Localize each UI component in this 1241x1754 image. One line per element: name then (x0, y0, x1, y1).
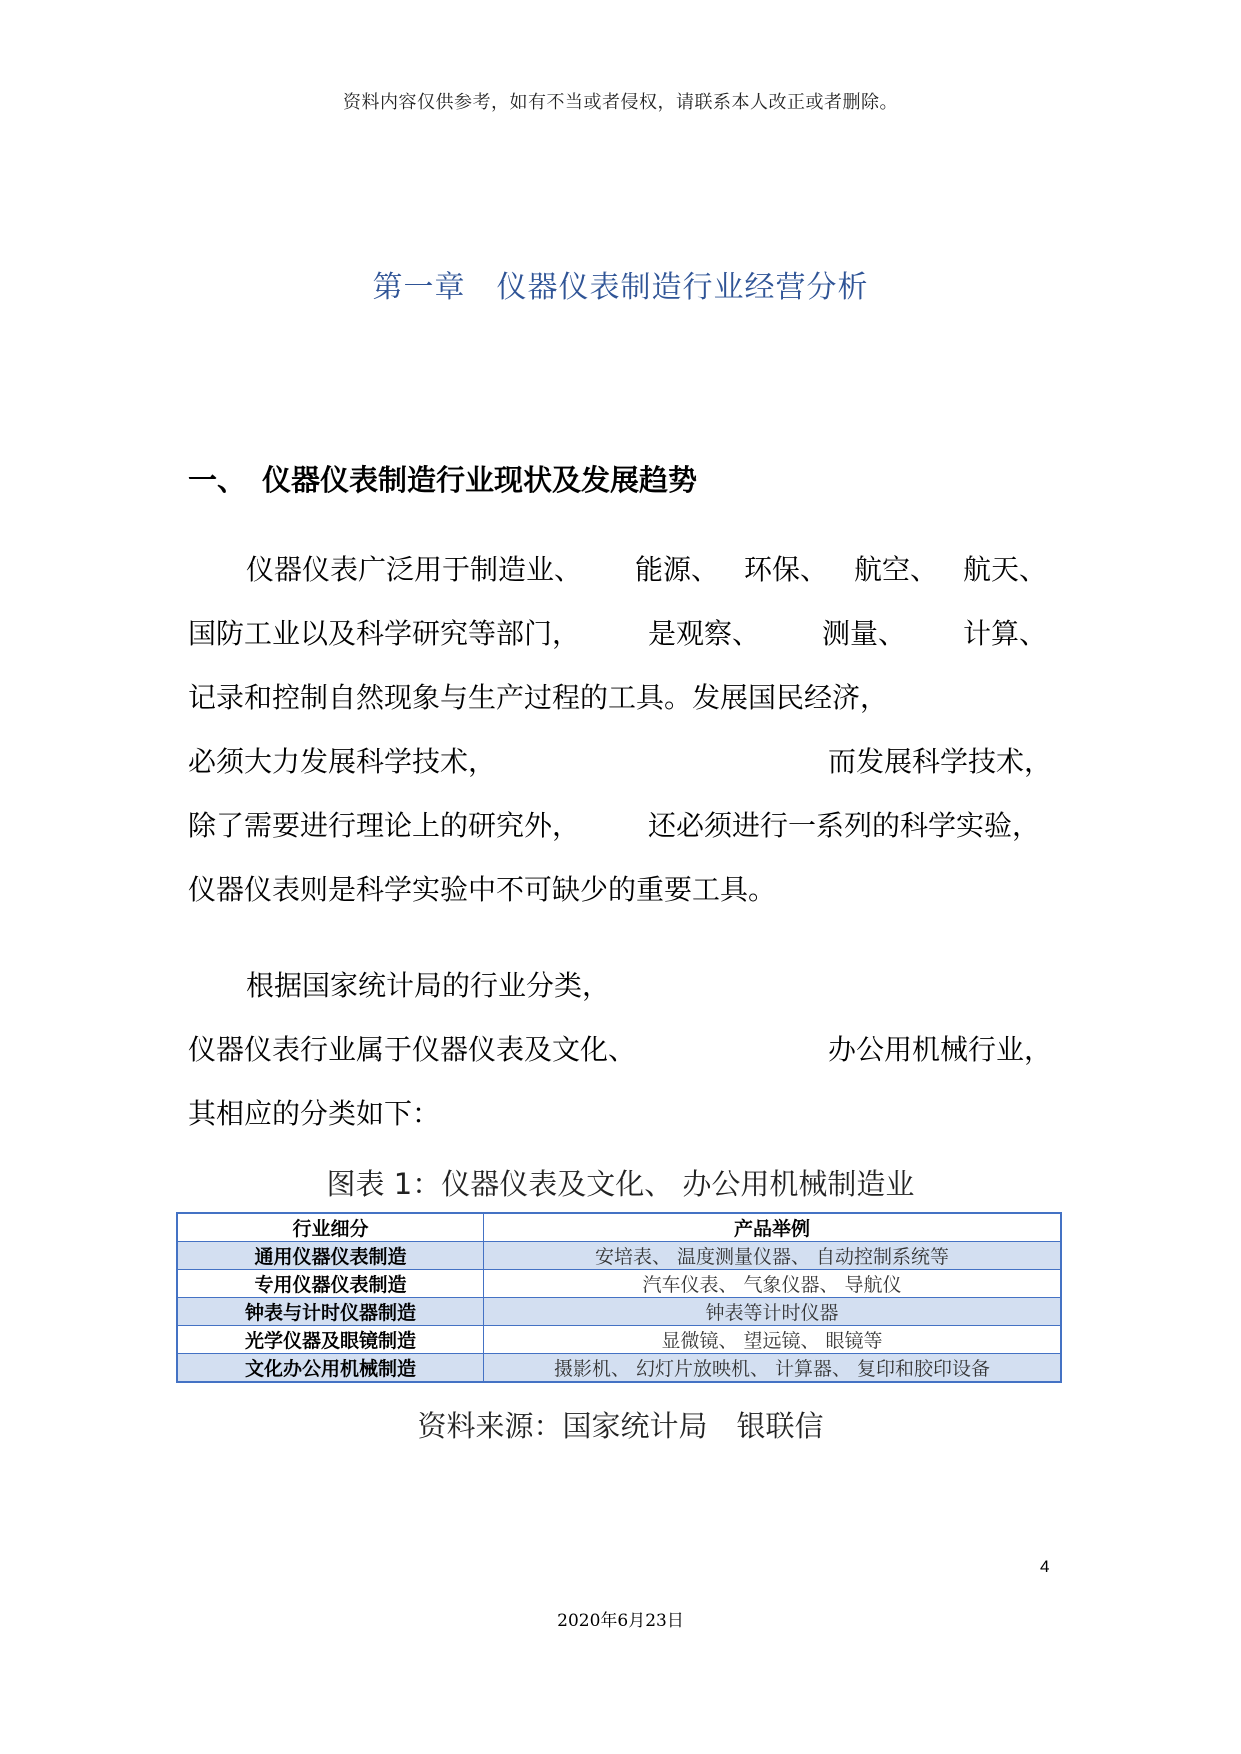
table-cell: 通用仪器仪表制造 (177, 1242, 484, 1270)
header-disclaimer: 资料内容仅供参考，如有不当或者侵权，请联系本人改正或者删除。 (343, 92, 898, 113)
text-fragment: 仪器仪表则是科学实验中不可缺少的重要工具。 (188, 873, 777, 906)
table-row (177, 1354, 1061, 1383)
footer-date: 2020年6月23日 (557, 1611, 684, 1631)
text-fragment: 国防工业以及科学研究等部门， (188, 617, 581, 650)
page-number: 4 (1040, 1557, 1050, 1576)
category-table (176, 1212, 1062, 1383)
chapter-title: 第一章 仪器仪表制造行业经营分析 (372, 270, 869, 305)
text-fragment: 记录和控制自然现象与生产过程的工具。发展国民经济， (188, 681, 889, 714)
table-cell: 钟表等计时仪器 (484, 1298, 1062, 1326)
source-note: 资料来源：国家统计局 银联信 (417, 1409, 824, 1443)
column-header: 产品举例 (484, 1213, 1062, 1242)
text-fragment: 还必须进行一系列的科学实验， (648, 809, 1041, 842)
text-fragment: 而发展科学技术， (828, 745, 1053, 778)
text-fragment: 航天、 (963, 553, 1048, 586)
text-fragment: 办公用机械行业， (828, 1033, 1053, 1066)
text-fragment: 必须大力发展科学技术， (188, 745, 497, 778)
table-cell: 钟表与计时仪器制造 (177, 1298, 484, 1326)
table-cell: 安培表、 温度测量仪器、 自动控制系统等 (484, 1242, 1062, 1270)
table-cell: 显微镜、 望远镜、 眼镜等 (484, 1326, 1062, 1354)
table-cell: 专用仪器仪表制造 (177, 1270, 484, 1298)
table-row (177, 1270, 1061, 1298)
table-cell: 光学仪器及眼镜制造 (177, 1326, 484, 1354)
section-title: 仪器仪表制造行业现状及发展趋势 (262, 463, 698, 497)
text-fragment: 环保、 (744, 553, 829, 586)
text-fragment: 仪器仪表广泛用于制造业、 (246, 553, 583, 586)
table-cell: 摄影机、 幻灯片放映机、 计算器、 复印和胶印设备 (484, 1354, 1062, 1383)
table-cell: 文化办公用机械制造 (177, 1354, 484, 1383)
column-header: 行业细分 (177, 1213, 484, 1242)
table-cell: 汽车仪表、 气象仪器、 导航仪 (484, 1270, 1062, 1298)
table-header-row (177, 1213, 1061, 1242)
table-row (177, 1242, 1061, 1270)
section-heading (188, 458, 697, 499)
text-fragment: 是观察、 (648, 617, 761, 650)
table-row (177, 1326, 1061, 1354)
text-fragment: 测量、 (822, 617, 907, 650)
text-fragment: 仪器仪表行业属于仪器仪表及文化、 (188, 1033, 637, 1066)
text-fragment: 计算、 (963, 617, 1048, 650)
text-fragment: 除了需要进行理论上的研究外， (188, 809, 581, 842)
section-number: 一、 (188, 463, 247, 497)
text-fragment: 根据国家统计局的行业分类， (246, 969, 611, 1002)
table-row (177, 1298, 1061, 1326)
text-fragment: 能源、 (635, 553, 720, 586)
text-fragment: 其相应的分类如下： (188, 1097, 441, 1130)
text-fragment: 航空、 (854, 553, 939, 586)
figure-caption: 图表 1：仪器仪表及文化、 办公用机械制造业 (326, 1167, 915, 1201)
